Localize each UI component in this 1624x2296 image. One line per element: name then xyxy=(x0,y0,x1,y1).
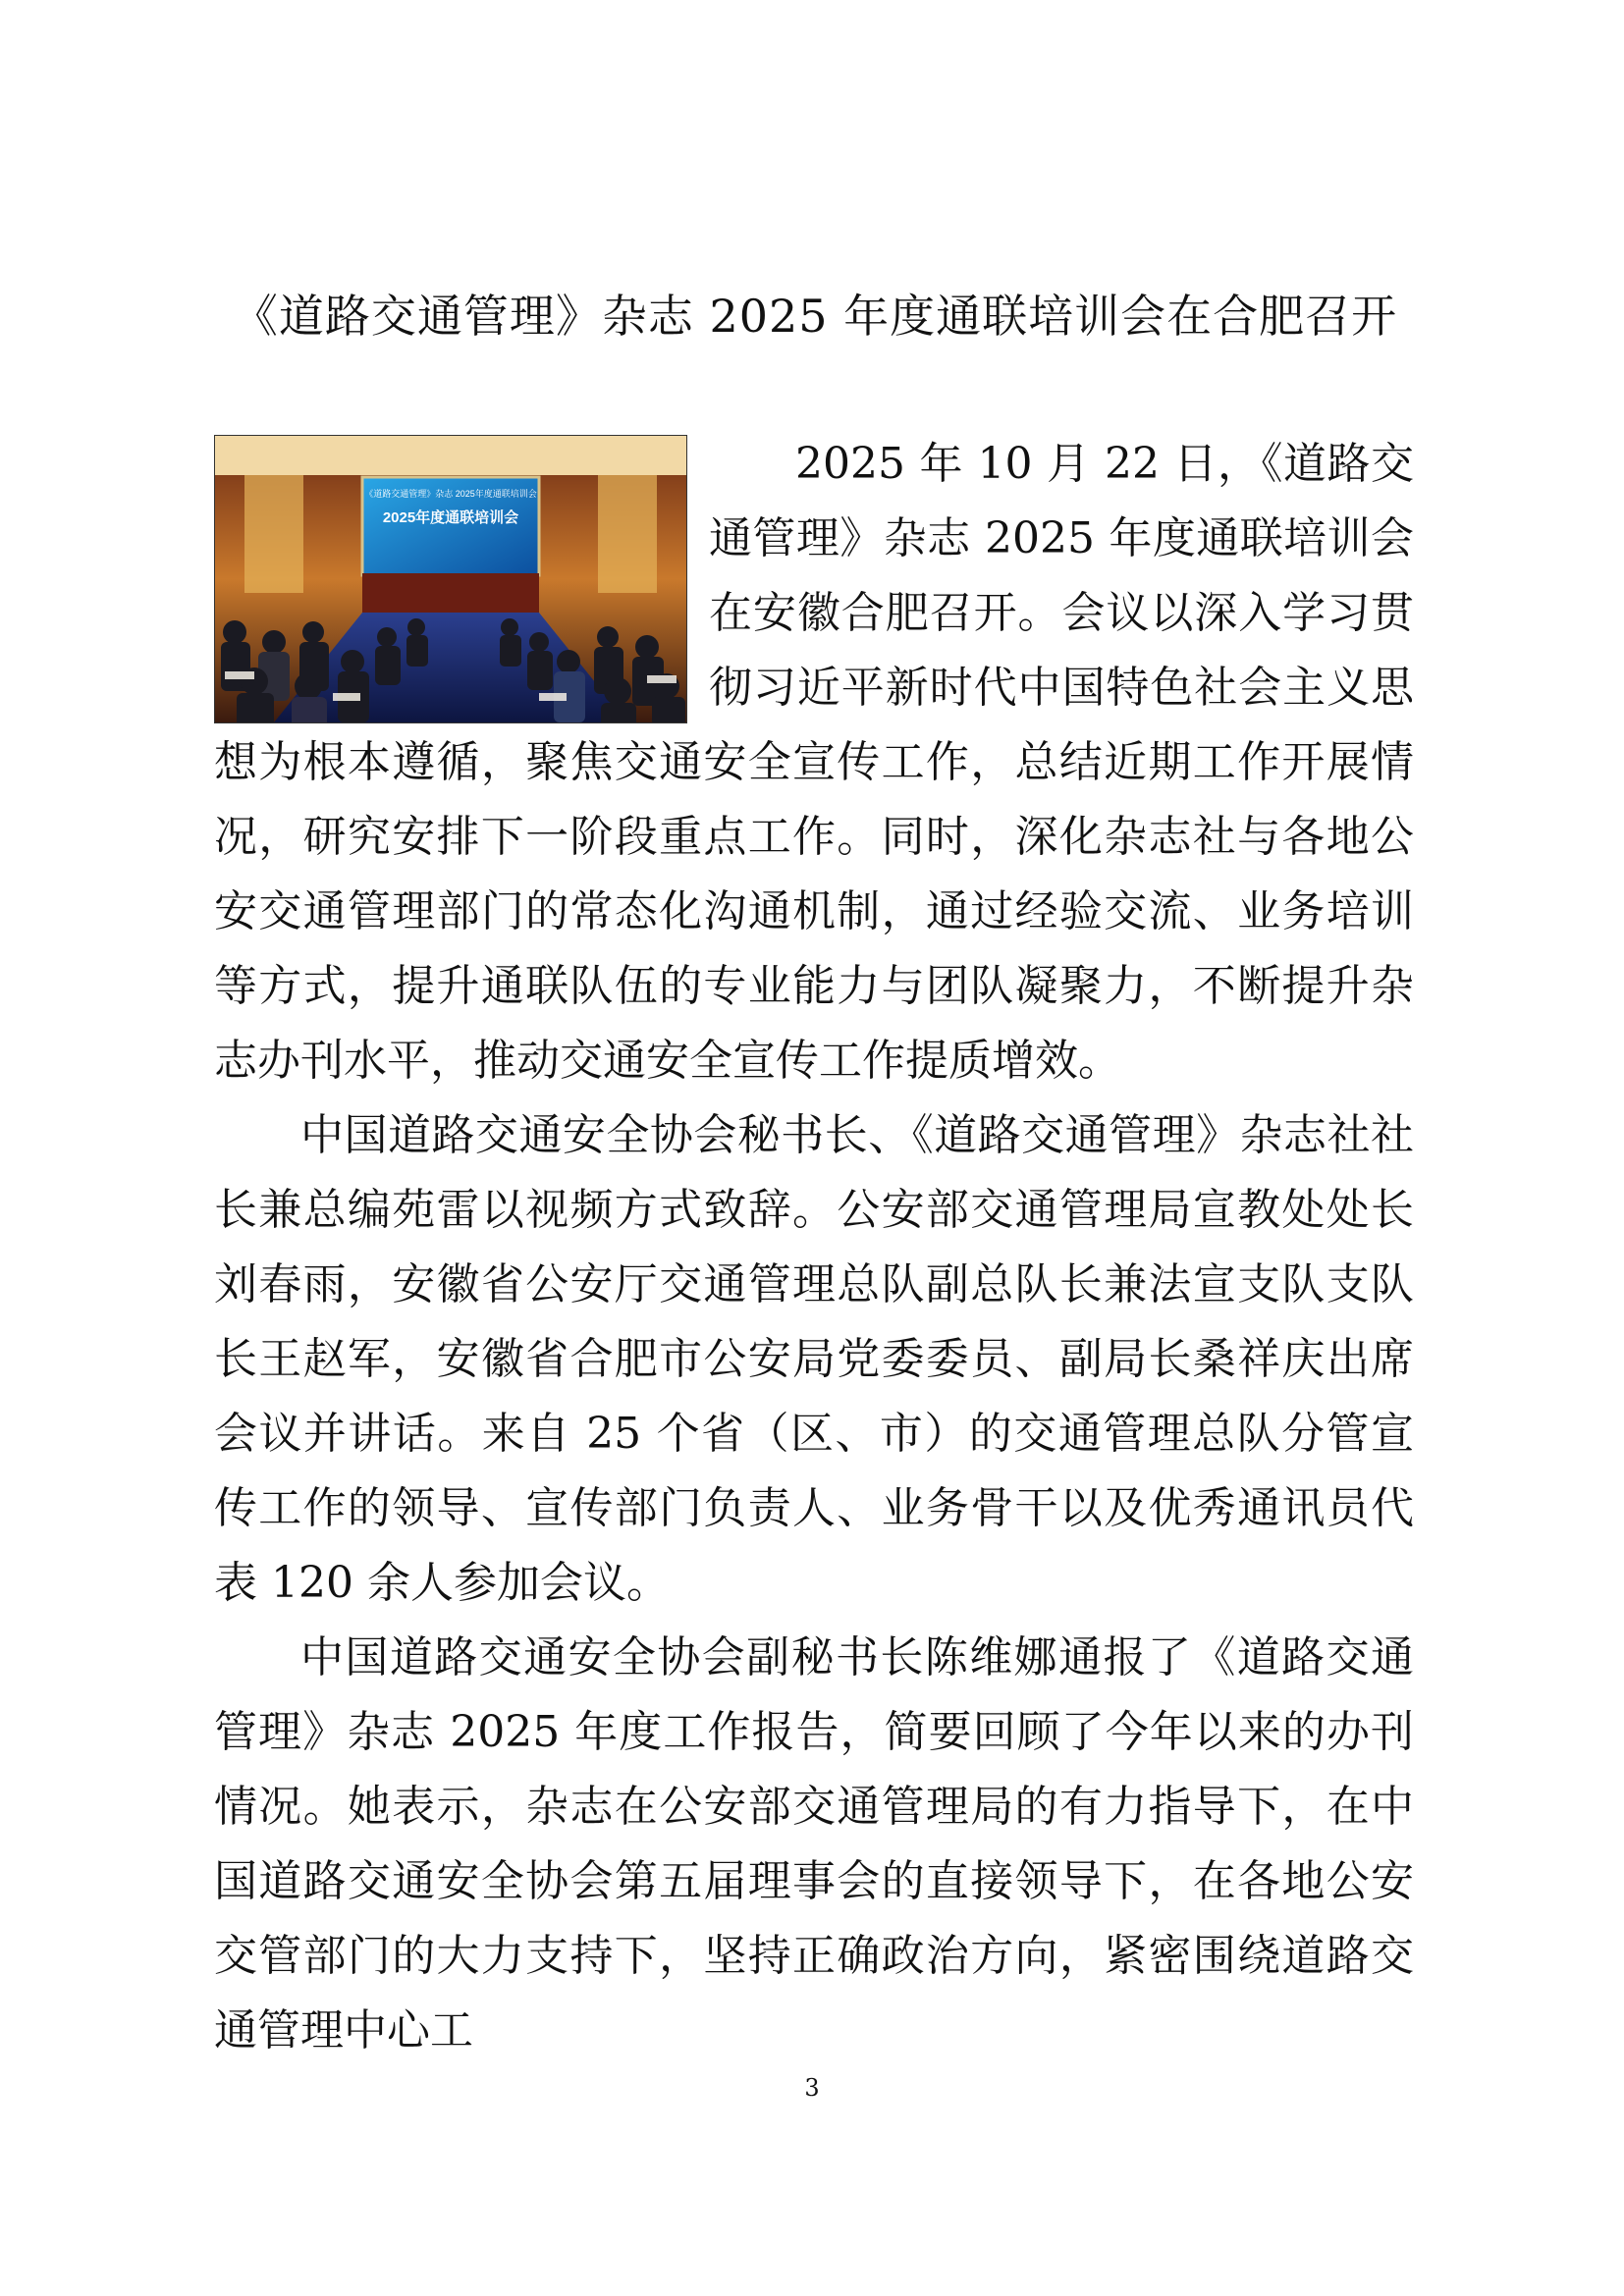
photo-banner-top: 《道路交通管理》杂志 2025年度通联培训会 xyxy=(364,489,537,499)
article-body xyxy=(214,427,1414,2068)
paragraph-3: 中国道路交通安全协会副秘书长陈维娜通报了《道路交通管理》杂志 2025 年度工作报告，简要回顾了今年以来的办刊情况。她表示，杂志在公安部交通管理局的有力指导下，在中国道路交通安全协会第五届理事会的直接领导下，在各地公安交管部门的大力支持下，坚持正确政治方向，紧密围绕道路交通管理中心工 xyxy=(214,1632,1414,2056)
conference-photo xyxy=(214,435,687,723)
photo-banner-main: 2025年度通联培训会 xyxy=(382,509,519,526)
paragraph-2: 中国道路交通安全协会秘书长、《道路交通管理》杂志社社长兼总编苑雷以视频方式致辞。公安部交通管理局宣教处处长刘春雨，安徽省公安厅交通管理总队副总队长兼法宣支队支队长王赵军，安徽省合肥市公安局党委委员、副局长桑祥庆出席会议并讲话。来自 25 个省（区、市）的交通管理总队分管宣传工作的领导、宣传部门负责人、业务骨干以及优秀通讯员代表 120 余人参加会议。 xyxy=(214,1110,1414,1608)
paragraph-1-text: 2025 年 10 月 22 日，《道路交通管理》杂志 2025 年度通联培训会在安徽合肥召开。会议以深入学习贯彻习近平新时代中国特色社会主义思想为根本遵循，聚焦交通安全宣传工作，总结近期工作开展情况，研究安排下一阶段重点工作。同时，深化杂志社与各地公安交通管理部门的常态化沟通机制，通过经验交流、业务培训等方式，提升通联队伍的专业能力与团队凝聚力，不断提升杂志办刊水平，推动交通安全宣传工作提质增效。 xyxy=(214,439,1414,1086)
paragraph-1 xyxy=(214,427,1414,1098)
page-number: 3 xyxy=(804,2074,820,2102)
page-title: 《道路交通管理》杂志 2025 年度通联培训会在合肥召开 xyxy=(232,290,1398,343)
